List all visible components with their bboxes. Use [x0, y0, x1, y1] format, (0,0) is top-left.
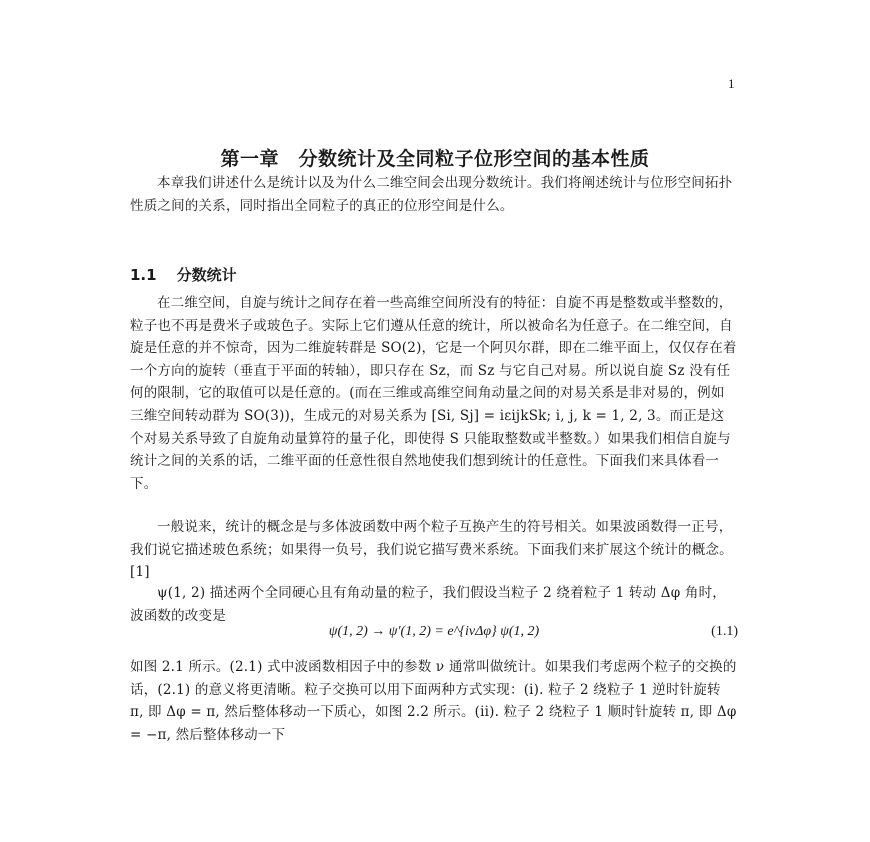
section-number: 1.1 — [130, 266, 157, 284]
equation-number: (1.1) — [711, 624, 738, 639]
body-paragraph-4: 如图 2.1 所示。(2.1) 式中波函数相因子中的参数 ν 通常叫做统计。如果我们考虑两个粒子的交换的话，(2.1) 的意义将更清晰。粒子交换可以用下面两种方式实现：(i). 粒子 2 绕粒子 1 逆时针旋转 π, 即 Δφ = π, 然后整体移动一下质心，如图 2.2 所示。(ii). 粒子 2 绕粒子 1 顺时针旋转 π, 即 Δφ = −π, 然后整体移动一下 — [130, 659, 737, 743]
equation-1-1 — [130, 620, 738, 646]
body-paragraph-2: 一般说来，统计的概念是与多体波函数中两个粒子互换产生的符号相关。如果波函数得一正号，我们说它描述玻色系统；如果得一负号，我们说它描写费米系统。下面我们来扩展这个统计的概念。[1] — [130, 519, 733, 581]
section-title: 分数统计 — [176, 266, 237, 284]
body-paragraph-3: ψ(1, 2) 描述两个全同硬心且有角动量的粒子，我们假设当粒子 2 绕着粒子 1 转动 Δφ 角时，波函数的改变是 — [130, 585, 726, 624]
intro-paragraph: 本章我们讲述什么是统计以及为什么二维空间会出现分数统计。我们将阐述统计与位形空间拓扑性质之间的关系，同时指出全同粒子的真正的位形空间是什么。 — [130, 175, 733, 214]
section-heading — [130, 264, 237, 285]
body-paragraph-1: 在二维空间，自旋与统计之间存在着一些高维空间所没有的特征：自旋不再是整数或半整数的，粒子也不再是费米子或玻色子。实际上它们遵从任意的统计，所以被命名为任意子。在二维空间，自旋是任意的并不惊奇，因为二维旋转群是 SO(2)，它是一个阿贝尔群，即在二维平面上，仅仅存在着一个方向的旋转（垂直于平面的转轴），即只存在 Sz，而 Sz 与它自己对易。所以说自旋 Sz 没有任何的限制，它的取值可以是任意的。(而在三维或高维空间角动量之间的对易关系是非对易的，例如三维空间转动群为 SO(3))，生成元的对易关系为 [Si, Sj] = iεijkSk; i, j, k = 1, 2, 3。而正是这个对易关系导致了自旋角动量算符的量子化，即使得 S 只能取整数或半整数。）如果我们相信自旋与统计之间的关系的话，二维平面的任意性很自然地使我们想到统计的任意性。下面我们来具体看一下。 — [130, 295, 737, 492]
equation-body: ψ(1, 2) → ψ′(1, 2) = e^{iνΔφ} ψ(1, 2) — [328, 624, 540, 639]
chapter-title: 第一章 分数统计及全同粒子位形空间的基本性质 — [220, 148, 650, 170]
page-number: 1 — [728, 76, 735, 91]
